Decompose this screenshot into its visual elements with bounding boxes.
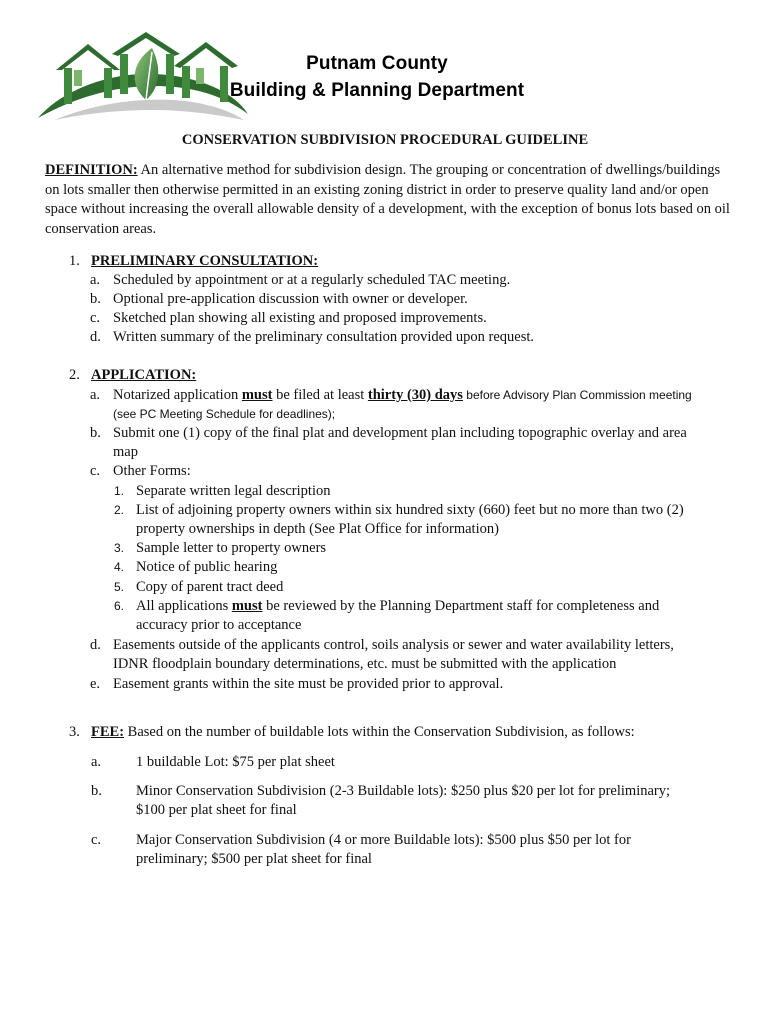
item-text: 1 buildable Lot: $75 per plat sheet [136,754,335,770]
section-number: 3. [69,724,80,740]
definition-paragraph [45,161,735,239]
item-text: Major Conservation Subdivision (4 or more Buildable lots): $500 plus $50 per lot for [136,832,631,848]
item-text: Written summary of the preliminary consultation provided upon request. [113,329,535,345]
document-title: CONSERVATION SUBDIVISION PROCEDURAL GUIDELINE [181,132,589,148]
sub-item-text-part: be reviewed by the Planning Department staff for completeness and [262,598,660,614]
sub-item-text: List of adjoining property owners within six hundred sixty (660) feet but no more than two (2) [136,502,684,518]
emphasis-must: must [231,598,263,614]
item-text-part: Notarized application [113,387,242,403]
item-letter: b. [91,783,102,799]
sub-item-text: Sample letter to property owners [136,540,327,556]
item-text: $100 per plat sheet for final [136,802,297,818]
sub-item-number: 5. [114,580,125,594]
sub-item-number: 2. [114,503,125,517]
item-letter: c. [90,463,101,479]
sub-item-text [136,597,726,617]
sub-item-text: property ownerships in depth (See Plat Office for information) [136,521,499,537]
sub-item-number: 1. [114,484,125,498]
item-text-part: before Advisory Plan Commission meeting [462,388,692,402]
sub-item-text: Separate written legal description [136,483,331,499]
item-text: Sketched plan showing all existing and proposed improvements. [113,310,487,326]
item-letter: a. [90,272,101,288]
sub-item-text: Notice of public hearing [136,559,278,575]
section-title: PRELIMINARY CONSULTATION: [91,253,319,269]
item-text: Easements outside of the applicants control, soils analysis or sewer and water availability letters, [113,637,674,653]
section-intro: Based on the number of buildable lots within the Conservation Subdivision, as follows: [124,724,635,740]
item-text: IDNR floodplain boundary determinations, etc. must be submitted with the application [113,656,617,672]
org-name: Putnam County [306,53,448,74]
item-letter: e. [90,676,101,692]
item-text: (see PC Meeting Schedule for deadlines); [113,407,336,421]
section-number: 1. [69,253,80,269]
item-text: Other Forms: [113,463,191,479]
item-letter: a. [90,387,101,403]
section-heading-line [91,724,635,741]
section-title: FEE: [91,724,125,740]
department-name: Building & Planning Department [229,80,525,101]
item-text: map [113,444,138,460]
item-letter: b. [90,425,101,441]
item-text: preliminary; $500 per plat sheet for final [136,851,372,867]
item-letter: c. [90,310,101,326]
sub-item-number: 3. [114,541,125,555]
item-text: Optional pre-application discussion with owner or developer. [113,291,468,307]
item-text: Minor Conservation Subdivision (2-3 Buildable lots): $250 plus $20 per lot for preliminary; [136,783,671,799]
item-letter: d. [90,329,101,345]
item-text [113,386,728,406]
item-text: Easement grants within the site must be provided prior to approval. [113,676,504,692]
section-number: 2. [69,367,80,383]
item-letter: b. [90,291,101,307]
item-text: Scheduled by appointment or at a regularly scheduled TAC meeting. [113,272,511,288]
item-letter: d. [90,637,101,653]
houses-leaf-logo-icon [34,30,254,126]
section-title: APPLICATION: [91,367,197,383]
sub-item-text: Copy of parent tract deed [136,579,284,595]
item-letter: a. [91,754,102,770]
item-letter: c. [91,832,102,848]
item-text: Submit one (1) copy of the final plat and development plan including topographic overlay and area [113,425,687,441]
definition-text: An alternative method for subdivision design. The grouping or concentration of dwellings/buildings on lots smaller then otherwise permitted in an existing zoning district in order to preserve quality land and/or open space without increasing the overall allowable density of a development, with the exception of bonus lots based on oil conservation areas. [45,162,730,237]
item-text-part: be filed at least [272,387,368,403]
emphasis-days: thirty (30) days [367,387,463,403]
emphasis-must: must [241,387,273,403]
sub-item-number: 6. [114,599,125,613]
definition-label: DEFINITION: [45,162,138,178]
sub-item-text-part: All applications [136,598,232,614]
sub-item-number: 4. [114,560,125,574]
sub-item-text: accuracy prior to acceptance [136,617,302,633]
